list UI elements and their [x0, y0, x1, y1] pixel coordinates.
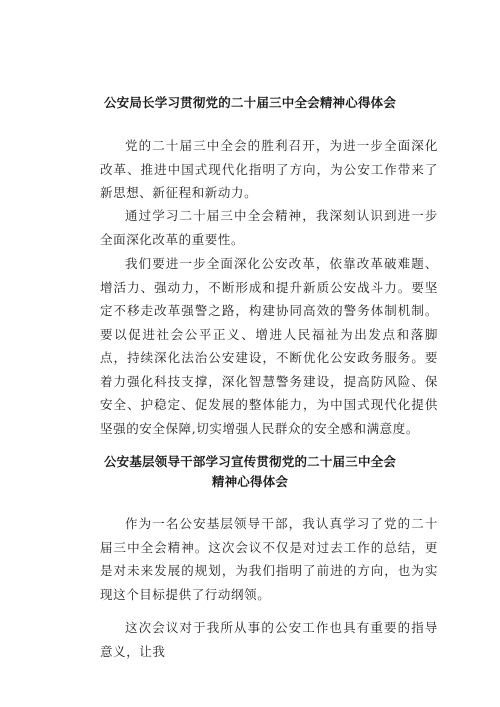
article-title-1: 公安局长学习贯彻党的二十届三中全会精神心得体会	[103, 95, 397, 110]
paragraph-5: 这次会议对于我所从事的公安工作也具有重要的指导意义，让我	[100, 620, 438, 659]
article-title-2-line-1: 公安基层领导干部学习宣传贯彻党的二十届三中全会	[103, 454, 397, 469]
article-title-2-line-2: 精神心得体会	[211, 474, 289, 489]
paragraph-2: 通过学习二十届三中全会精神，我深刻认识到进一步全面深化改革的重要性。	[100, 208, 438, 247]
paragraph-4: 作为一名公安基层领导干部，我认真学习了党的二十届三中全会精神。这次会议不仅是对过去工作的总结，更是对未来发展的规划，为我们指明了前进的方向，也为实现这个目标提供了行动纲领。	[100, 516, 438, 602]
paragraph-1: 党的二十届三中全会的胜利召开，为进一步全面深化改革、推进中国式现代化指明了方向，为公安工作带来了新思想、新征程和新动力。	[100, 138, 438, 200]
paragraph-3: 我们要进一步全面深化公安改革，依靠改革破难题、增活力、强动力，不断形成和提升新质公安战斗力。要坚定不移走改革强警之路，构建协同高效的警务体制机制。要以促进社会公平正义、增进人民福祉为出发点和落脚点，持续深化法治公安建设，不断优化公安政务服务。要着力强化科技支撑，深化智慧警务建设，提高防风险、保安全、护稳定、促发展的整体能力，为中国式现代化提供坚强的安全保障,切实增强人民群众的安全感和满意度。	[100, 256, 438, 436]
